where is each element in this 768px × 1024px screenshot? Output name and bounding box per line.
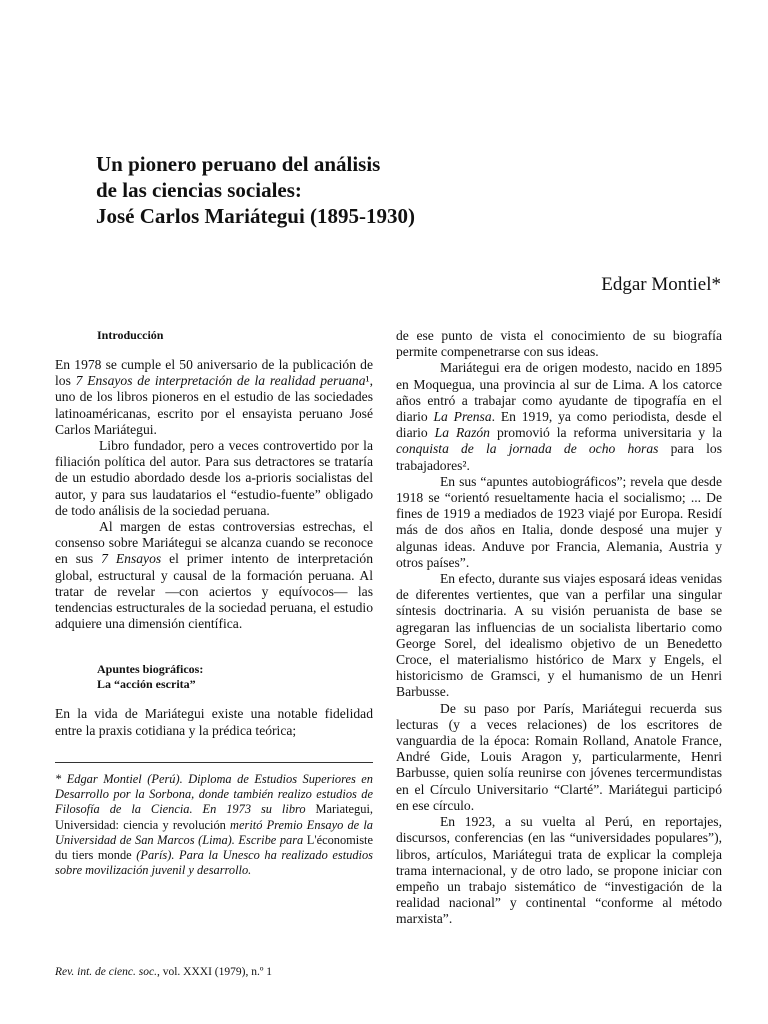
author-footnote: * Edgar Montiel (Perú). Diploma de Estudios Superiores en Desarrollo por la Sorbona, donde también realizo estudios de Filosofía de la Ciencia. En 1973 su libro Mariategui, Universidad: ciencia y revolución meritó Premio Ensayo de la Universidad de San Marcos (Lima). Escribe para L'économiste du tiers monde (París). Para la Unesco ha realizado estudios sobre movilización juvenil y desarrollo. — [55, 772, 374, 878]
paragraph: En 1978 se cumple el 50 aniversario de la publicación de los 7 Ensayos de interpretación de la realidad peruana¹, uno de los libros pioneros en el estudio de las sociedades latinoaméricanas, escrito por el ensayista peruano José Carlos Mariátegui. — [55, 357, 374, 437]
journal-citation: Rev. int. de cienc. soc., vol. XXXI (1979), n.º 1 — [55, 966, 273, 978]
section-heading-apuntes: Apuntes biográficos: La “acción escrita” — [97, 662, 204, 692]
title-line-3: José Carlos Mariátegui (1895-1930) — [96, 204, 416, 228]
paragraph: En sus “apuntes autobiográficos”; revela que desde 1918 se “orientó resueltamente hacia el socialismo; ... De fines de 1919 a mediados de 1923 viajé por Europa. Residí más de dos años en Italia, donde desposé una mujer y algunas ideas. Anduve por Francia, Alemania, Austria y otros países”. — [396, 473, 722, 570]
paragraph: En 1923, a su vuelta al Perú, en reportajes, discursos, conferencias (en las “universidades populares”), libros, artículos, Mariátegui trata de explicar la compleja trama internacional, y de otro lado, se propone iniciar con empeño un trabajo sistemático de “investigación de la realidad nacional” y continental “conforme al método marxista”. — [396, 814, 722, 927]
paragraph: Libro fundador, pero a veces controvertido por la filiación política del autor. Para sus detractores se trataría de un estudio abordado desde los a-prioris socialistas del autor, y para sus laudatarios el “estudio-fuente” obligado de todo análisis de la sociedad peruana. — [55, 438, 373, 518]
paragraph: Al margen de estas controversias estrechas, el consenso sobre Mariátegui se alcanza cuando se reconoce en sus 7 Ensayos el primer intento de interpretación global, estructural y causal de la formación peruana. Al tratar de revelar —con aciertos y equívocos— las tendencias estructurales de la sociedad peruana, el estudio adquiere una dimensión científica. — [55, 519, 374, 632]
title-line-2: de las ciencias sociales: — [96, 178, 302, 202]
article-title — [96, 151, 656, 229]
paragraph: de ese punto de vista el conocimiento de su biografía permite compenetrarse con sus ideas. — [396, 328, 722, 360]
left-column — [55, 328, 373, 739]
paragraph: De su paso por París, Mariátegui recuerda sus lecturas (y a veces relaciones) de los escritores de vanguardia de la época: Romain Rolland, Anatole France, André Gide, Louis Aragon y, particularmente, Henri Barbusse, quien solía reunirse con jóvenes tercermundistas en el Círculo Universitario “Clarté”. Mariátegui participó en ese círculo. — [396, 700, 722, 813]
section-heading-introduccion: Introducción — [97, 328, 164, 342]
author-name: Edgar Montiel* — [601, 274, 721, 295]
title-line-1: Un pionero peruano del análisis — [96, 152, 381, 176]
paragraph: En efecto, durante sus viajes esposará ideas venidas de diferentes vertientes, que van a perfilar una singular síntesis doctrinaria. A su visión peruanista de base se agregaran las influencias de un socialista libertario como George Sorel, del idealismo objetivo de un Benedetto Croce, el materialismo histórico de Marx y Engels, el historicismo de Gramsci, y el humanismo de un Henri Barbusse. — [396, 571, 722, 700]
footnote-divider — [55, 762, 373, 763]
right-column — [396, 328, 722, 928]
paragraph: En la vida de Mariátegui existe una notable fidelidad entre la praxis cotidiana y la prédica teórica; — [55, 706, 373, 738]
paragraph: Mariátegui era de origen modesto, nacido en 1895 en Moquegua, una provincia al sur de Lima. A los catorce años entró a trabajar como ayudante de tipografía en el diario La Prensa. En 1919, ya como periodista, desde el diario La Razón promovió la reforma universitaria y la conquista de la jornada de ocho horas para los trabajadores². — [396, 360, 723, 473]
